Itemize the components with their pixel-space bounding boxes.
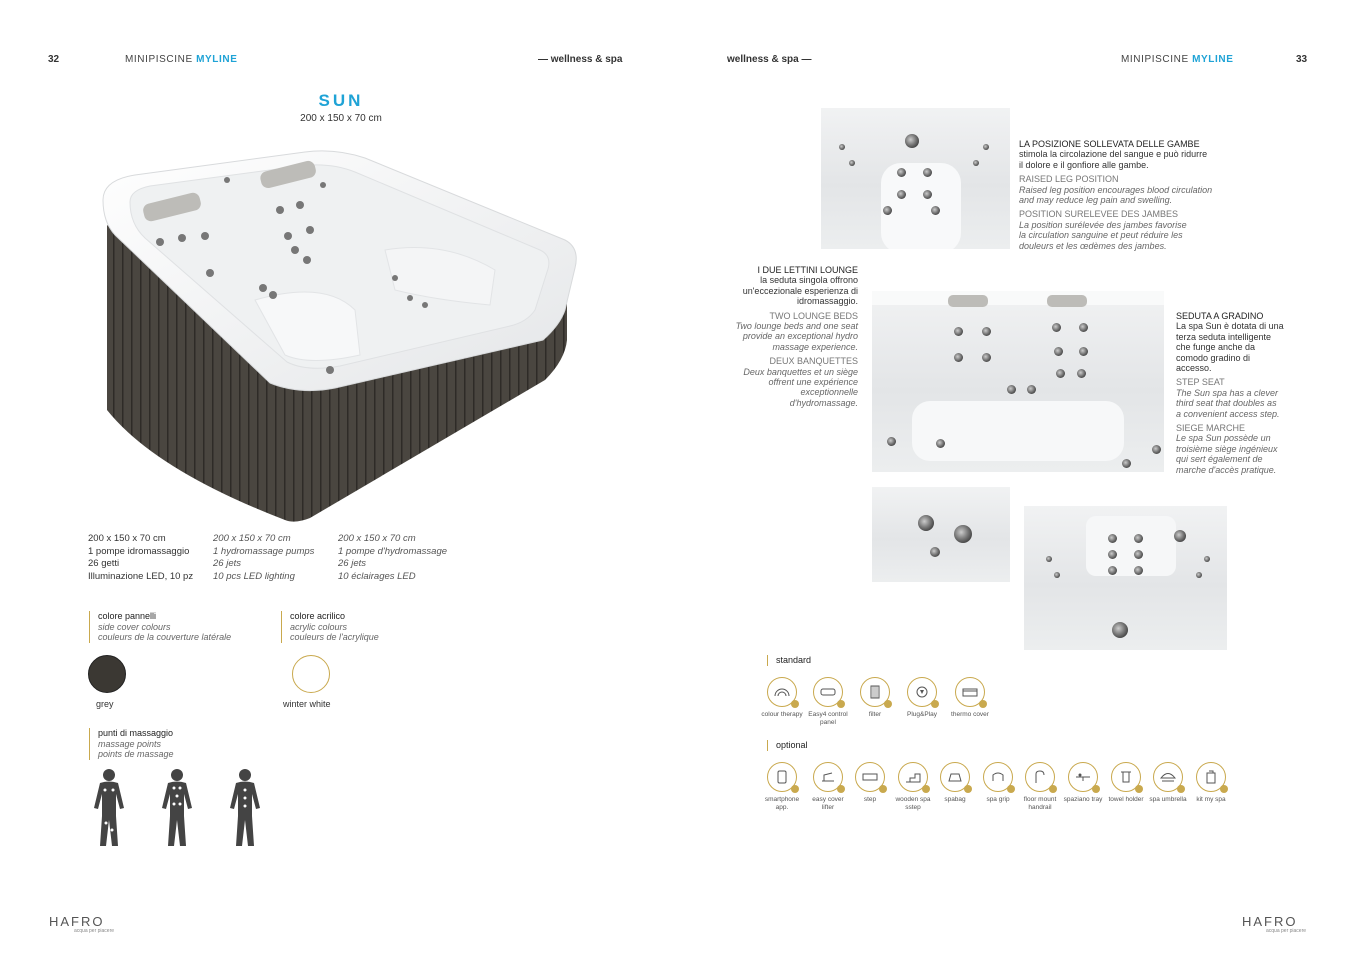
hafro-tagline-right: acqua per piacere	[1266, 928, 1307, 934]
page-number-left: 32	[48, 54, 60, 65]
spa-tub-image	[95, 140, 585, 525]
optional-label: floor mount handrail	[1023, 796, 1057, 811]
massage-it: punti di massaggio	[98, 728, 174, 738]
optional-towel-holder	[1104, 762, 1148, 804]
optional-label-text: optional	[776, 740, 808, 750]
header-prefix: MINIPISCINE	[1121, 54, 1189, 65]
lounge-text-it: un'eccezionale esperienza di	[742, 285, 858, 296]
spec-fr-line: 200 x 150 x 70 cm	[338, 533, 416, 544]
lounge-text-it: la seduta singola offrono	[760, 275, 858, 286]
leg-text-en: and may reduce leg pain and swelling.	[1019, 195, 1173, 206]
step-text-fr: troisième siège ingénieux	[1176, 443, 1278, 454]
swatch-white-label: winter white	[283, 699, 331, 709]
optional-label: spabag	[944, 796, 966, 803]
header-prefix: MINIPISCINE	[125, 54, 193, 65]
step-text-it: comodo gradino di	[1176, 352, 1251, 363]
step-text-en: a convenient access step.	[1176, 408, 1280, 419]
optional-wooden-step	[891, 762, 935, 811]
lounge-text-fr: Deux banquettes et un siège	[743, 366, 858, 377]
optional-spa-grip	[976, 762, 1020, 804]
optional-cover-lifter	[806, 762, 850, 811]
optional-label: spa umbrella	[1149, 796, 1187, 803]
lounge-heading-en: TWO LOUNGE BEDS	[769, 310, 858, 321]
step-text-fr: qui sert également de	[1176, 454, 1263, 465]
lounge-heading-fr: DEUX BANQUETTES	[769, 356, 858, 367]
optional-label: towel holder	[1108, 796, 1144, 803]
side-cover-en: side cover colours	[98, 621, 171, 632]
spec-en-line: 1 hydromassage pumps	[213, 545, 315, 557]
feature-thermo-cover	[948, 677, 992, 719]
kit-icon	[1196, 762, 1226, 792]
product-title: SUN	[318, 91, 364, 110]
leg-text-fr: la circulation sanguine et peut réduire les	[1019, 230, 1183, 241]
spec-fr-line: 10 éclairages LED	[338, 570, 416, 582]
section-label-right: wellness & spa —	[727, 54, 812, 65]
thermo-cover-icon	[955, 677, 985, 707]
leg-position-text	[1019, 139, 1259, 251]
step-heading-en: STEP SEAT	[1176, 377, 1225, 388]
hafro-tagline-left: acqua per piacere	[74, 928, 115, 934]
leg-heading-en: RAISED LEG POSITION	[1019, 174, 1119, 185]
leg-text-it: stimola la circolazione del sangue e può ridurre	[1019, 149, 1208, 160]
massage-points-label	[89, 728, 174, 760]
step-text-fr: marche d'accès pratique.	[1176, 464, 1277, 475]
optional-step	[848, 762, 892, 804]
spec-fr-line: 1 pompe d'hydromassage	[338, 545, 448, 557]
step-seat-text	[1176, 311, 1316, 475]
step-icon	[855, 762, 885, 792]
smartphone-icon	[767, 762, 797, 792]
product-dimensions: 200 x 150 x 70 cm	[300, 113, 382, 124]
step-text-en: The Sun spa has a clever	[1176, 387, 1279, 398]
acrylic-fr: couleurs de l'acrylique	[290, 632, 379, 642]
header-left	[125, 54, 238, 65]
spec-it-line: 200 x 150 x 70 cm	[88, 533, 166, 544]
wooden-step-icon	[898, 762, 928, 792]
swatch-winter-white	[292, 655, 330, 693]
header-brand: MYLINE	[196, 54, 238, 65]
plug-icon	[907, 677, 937, 707]
photo-jets-closeup	[872, 487, 1010, 582]
optional-kit-my-spa	[1189, 762, 1233, 804]
optional-label: spaziano tray	[1063, 796, 1103, 803]
lounge-text-fr: offrent une expérience	[768, 377, 858, 388]
leg-text-en: Raised leg position encourages blood circulation	[1019, 184, 1213, 195]
leg-text-fr: La position surélevée des jambes favorise	[1019, 219, 1187, 230]
optional-label: step	[863, 796, 877, 803]
acrylic-en: acrylic colours	[290, 621, 348, 632]
step-heading-it: SEDUTA A GRADINO	[1176, 311, 1264, 321]
specs-it	[88, 533, 193, 583]
header-brand: MYLINE	[1192, 54, 1234, 65]
optional-label: smartphone app.	[764, 796, 800, 811]
optional-tray	[1061, 762, 1105, 804]
step-text-en: third seat that doubles as	[1176, 398, 1277, 409]
optional-label	[767, 740, 808, 751]
umbrella-icon	[1153, 762, 1183, 792]
massage-fr: points de massage	[98, 749, 174, 759]
massage-en: massage points	[98, 738, 162, 749]
tray-icon	[1068, 762, 1098, 792]
lounge-text-en: massage experience.	[772, 341, 858, 352]
leg-text-fr: douleurs et les œdèmes des jambes.	[1019, 240, 1167, 251]
optional-spabag	[933, 762, 977, 804]
photo-step-seat	[1024, 506, 1227, 650]
step-text-it: La spa Sun è dotata di una	[1176, 321, 1284, 332]
spec-en-line: 26 jets	[213, 558, 241, 570]
lounge-text-it: idromassaggio.	[796, 296, 858, 307]
standard-label	[767, 655, 811, 666]
step-text-it: che funge anche da	[1176, 342, 1256, 353]
optional-label: easy cover lifter	[812, 796, 844, 811]
towel-holder-icon	[1111, 762, 1141, 792]
feature-label: thermo cover	[951, 711, 989, 718]
side-cover-it: colore pannelli	[98, 611, 157, 621]
lounge-text-fr: d'hydromassage.	[789, 397, 858, 408]
section-label-left: — wellness & spa	[538, 54, 623, 65]
feature-label: filter	[868, 711, 882, 718]
feature-plug-play	[900, 677, 944, 719]
optional-label: wooden spa sstep	[895, 796, 931, 811]
leg-heading-fr: POSITION SURELEVEE DES JAMBES	[1019, 209, 1179, 220]
control-panel-icon	[813, 677, 843, 707]
feature-colour-therapy	[760, 677, 804, 719]
feature-control-panel	[806, 677, 850, 726]
step-text-it: terza seduta intelligente	[1176, 331, 1272, 342]
spec-it-line: 1 pompe idromassaggio	[88, 545, 190, 557]
spabag-icon	[940, 762, 970, 792]
rainbow-icon	[767, 677, 797, 707]
step-heading-fr: SIEGE MARCHE	[1176, 423, 1246, 434]
optional-umbrella	[1146, 762, 1190, 804]
specs-fr	[338, 533, 447, 583]
optional-label: kit my spa	[1196, 796, 1226, 803]
spec-en-line: 10 pcs LED lighting	[213, 570, 295, 582]
lounge-text-en: Two lounge beds and one seat	[735, 321, 858, 332]
optional-smartphone-app	[760, 762, 804, 811]
header-right	[1121, 54, 1234, 65]
standard-label-text: standard	[776, 655, 812, 665]
feature-label: Easy4 control panel	[808, 711, 848, 726]
photo-raised-leg	[821, 108, 1010, 249]
spec-it-line: Illuminazione LED, 10 pz	[88, 570, 194, 582]
leg-heading-it: LA POSIZIONE SOLLEVATA DELLE GAMBE	[1019, 139, 1200, 149]
feature-label: Plug&Play	[907, 711, 937, 718]
side-cover-label	[89, 611, 231, 643]
swatch-grey	[88, 655, 126, 693]
feature-filter	[853, 677, 897, 719]
side-cover-fr: couleurs de la couverture latérale	[98, 632, 232, 642]
spec-fr-line: 26 jets	[338, 558, 366, 570]
lounge-text-en: provide an exceptional hydro	[742, 331, 858, 342]
lounge-heading-it: I DUE LETTINI LOUNGE	[757, 265, 858, 275]
hafro-logo-left: HAFRO	[49, 914, 105, 929]
page-number-right: 33	[1296, 54, 1308, 65]
leg-text-it: il dolore e il gonfiore alle gambe.	[1019, 159, 1149, 170]
optional-handrail	[1018, 762, 1062, 811]
feature-label: colour therapy	[761, 711, 803, 718]
photo-lounge-beds	[872, 291, 1164, 472]
spec-it-line: 26 getti	[88, 558, 120, 570]
spa-grip-icon	[983, 762, 1013, 792]
acrylic-label	[281, 611, 379, 643]
swatch-grey-label: grey	[96, 699, 114, 709]
filter-icon	[860, 677, 890, 707]
acrylic-it: colore acrilico	[290, 611, 346, 621]
body-silhouettes-icon	[82, 768, 282, 848]
hafro-logo-right: HAFRO	[1242, 914, 1298, 929]
handrail-icon	[1025, 762, 1055, 792]
spec-en-line: 200 x 150 x 70 cm	[213, 533, 291, 544]
lounge-beds-text	[700, 265, 858, 408]
specs-en	[213, 533, 314, 583]
lounge-text-fr: exceptionnelle	[800, 387, 858, 398]
step-text-fr: Le spa Sun possède un	[1176, 433, 1271, 444]
cover-lifter-icon	[813, 762, 843, 792]
step-text-it: accesso.	[1176, 363, 1212, 374]
optional-label: spa grip	[986, 796, 1010, 803]
